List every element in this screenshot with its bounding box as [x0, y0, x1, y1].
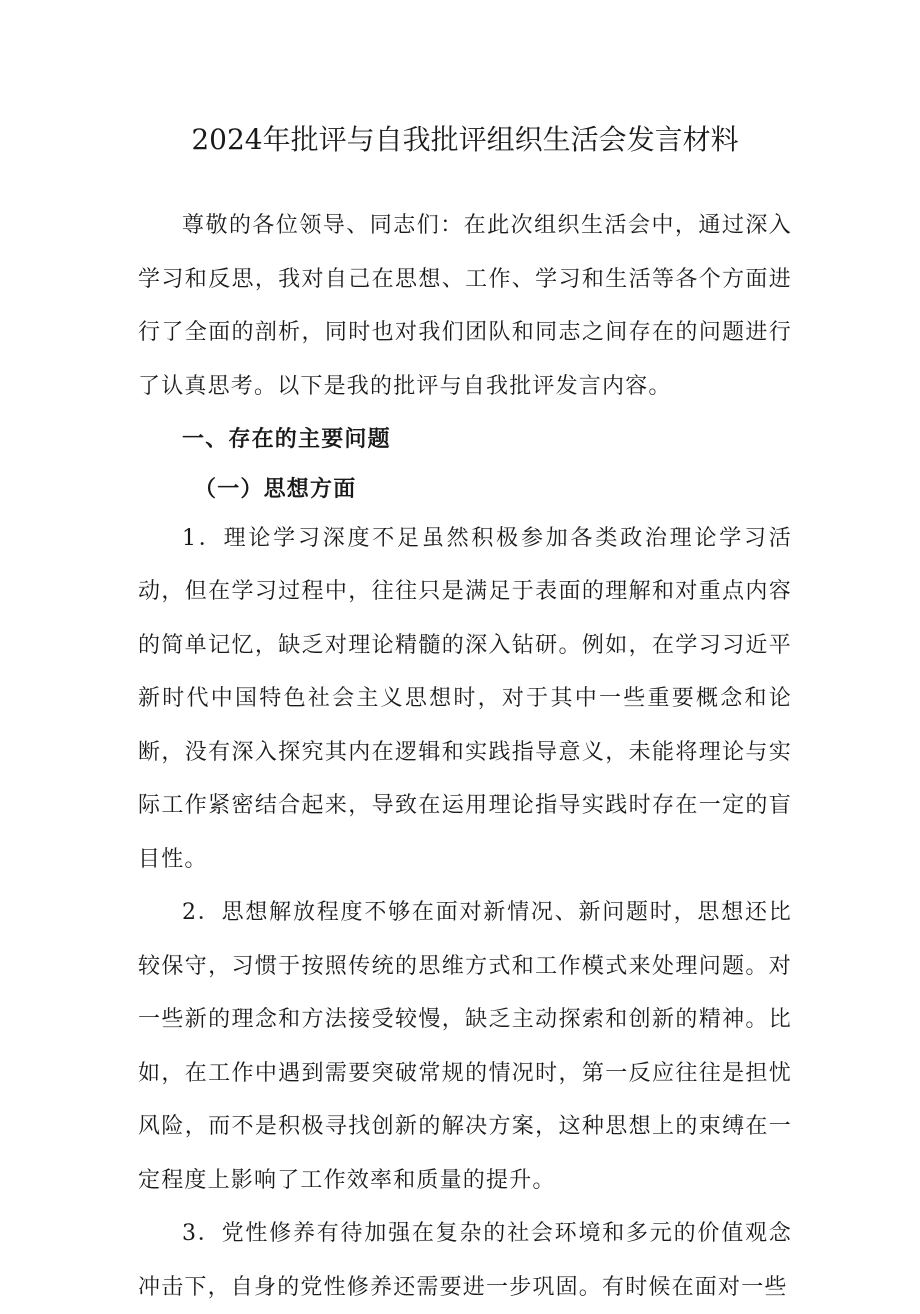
subsection-heading-ideology: （一）思想方面: [194, 475, 357, 502]
list-item-party-spirit: 3．党性修养有待加强在复杂的社会环境和多元的价值观念冲击下，自身的党性修养还需要进一步巩固。有时候在面对一些: [138, 1221, 792, 1300]
intro-paragraph: 尊敬的各位领导、同志们：在此次组织生活会中，通过深入学习和反思，我对自己在思想、工作、学习和生活等各个方面进行了全面的剖析，同时也对我们团队和同志之间存在的问题进行了认真思考。以下是我的批评与自我批评发言内容。: [138, 213, 792, 399]
section-heading-main-problems: 一、存在的主要问题: [182, 426, 391, 452]
list-item-thought-liberation: 2．思想解放程度不够在面对新情况、新问题时，思想还比较保守，习惯于按照传统的思维方式和工作模式来处理问题。对一些新的理念和方法接受较慢，缺乏主动探索和创新的精神。比如，在工作中遇到需要突破常规的情况时，第一反应往往是担忧风险，而不是积极寻找创新的解决方案，这种思想上的束缚在一定程度上影响了工作效率和质量的提升。: [138, 900, 792, 1193]
list-item-theory-study: 1．理论学习深度不足虽然积极参加各类政治理论学习活动，但在学习过程中，往往只是满足于表面的理解和对重点内容的简单记忆，缺乏对理论精髓的深入钻研。例如，在学习习近平新时代中国特色社会主义思想时，对于其中一些重要概念和论断，没有深入探究其内在逻辑和实践指导意义，未能将理论与实际工作紧密结合起来，导致在运用理论指导实践时存在一定的盲目性。: [138, 525, 792, 872]
document-title: 2024年批评与自我批评组织生活会发言材料: [191, 123, 739, 156]
